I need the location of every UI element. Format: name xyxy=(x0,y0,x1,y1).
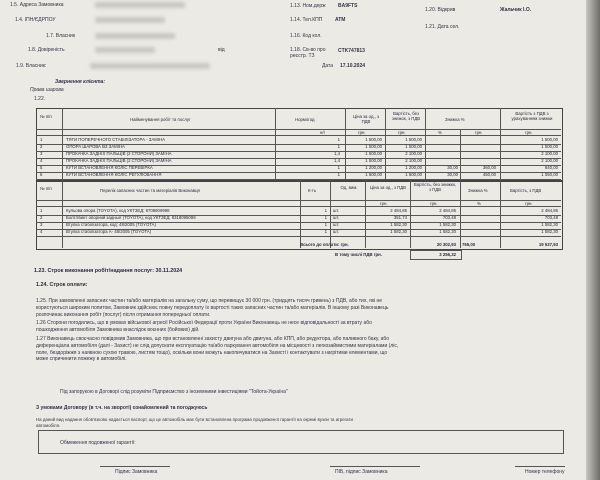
parts-sub-percent: % xyxy=(477,201,481,206)
tax-id-label: 1.4. ІПН/ЄДРПОУ xyxy=(15,17,56,23)
clause-1-27: 1.27 Виконавець своєчасно повідомив Замовника, що при встановленні захисту двигуна або двигуна, або КПП, або редуктора, або паливного баку, або диференціала автомобіля (далі - Захист) не слід допускати експлуатацію та/або паркування автомобіля на місцевості з легкозаймистими матеріалами (ліс, поле, бездоріжжя з наявною сухою травою, листям тощо), оскільки вони можуть накопичуватися на Захисті і контактувати з нагрітими елементами, що може спричинити пожежу в автомобілі. xyxy=(36,336,399,363)
parts-row-cell: Кульова опора (TOYOTA), код УКТЗЕД: 8708809998 xyxy=(66,208,170,213)
code-label: 1.16. Код кол. xyxy=(290,33,322,39)
client-request-title: Звернення клієнта: xyxy=(55,79,106,85)
address-label: 1.5. Адреса Замовника xyxy=(10,2,64,8)
parts-row-cell: 1 xyxy=(40,208,43,213)
opened-by-value: Жальчик І.О. xyxy=(500,7,532,13)
parts-row-cell: 4 xyxy=(40,229,43,234)
parts-header-qty: К-ть xyxy=(308,188,317,193)
signature-label: Підпис Замовника xyxy=(115,469,158,475)
parts-row-cell: 1 582,30 xyxy=(541,222,558,227)
parts-row-cell: 1 xyxy=(324,208,327,213)
works-row-cell: 2 100,00 xyxy=(405,158,422,163)
final-value: 19 537,93 xyxy=(538,242,558,247)
works-row-cell: ОПОРА ШАРОВА ВЗ ЗАМІНА xyxy=(66,144,125,149)
parts-row-cell: 1 582,30 xyxy=(439,222,456,227)
works-header-discount: Знижка % xyxy=(445,117,465,122)
works-row-cell: 1 500,00 xyxy=(405,137,422,142)
agreement-line: З умовами Договору (в т.ч. на звороті) ознайомлений та погоджуюсь xyxy=(36,405,208,411)
works-row-cell: 4 xyxy=(40,158,43,163)
parts-header-discount: Знижка % xyxy=(468,188,488,193)
works-row-cell: 30,00 xyxy=(447,172,458,177)
total-value: 20 302,93 xyxy=(436,242,456,247)
works-row-cell: 1 500,00 xyxy=(365,172,382,177)
parts-header-cost: Вартість, без знижки, з ПДВ xyxy=(413,182,457,192)
parts-row-cell: 703,48 xyxy=(442,215,456,220)
parts-sub-currency: грн. xyxy=(525,201,533,206)
sale-date-label: 1.21. Дата сел. xyxy=(425,24,460,30)
parts-row-cell: 2 xyxy=(40,215,43,220)
works-row-cell: 30,00 xyxy=(447,165,458,170)
works-header-name: Найменування робіт та послуг xyxy=(130,117,191,122)
parts-header-unit: Од. вим. xyxy=(340,185,358,190)
parts-row-cell: 3 xyxy=(40,222,43,227)
parts-row-cell: 1 xyxy=(324,222,327,227)
works-header-num: № п/п xyxy=(40,114,52,119)
guarantor-note: Під запорукою в Договорі слід розуміти Підприємство з іноземними інвестиціями "Тойота-Україна" xyxy=(60,389,288,395)
works-header-hours: Нормогод xyxy=(295,117,315,122)
redacted-field xyxy=(90,63,210,69)
parts-row-cell: Втулка стабілізатора А- 48/2005 (TOYOTA) xyxy=(66,229,152,234)
deadline: 1.23. Строк виконання робіт/надання послуг: 30.11.2024 xyxy=(34,268,183,274)
works-sub-currency: грн. xyxy=(398,130,406,135)
works-row-cell: 450,00 xyxy=(482,172,496,177)
owner-label: 1.7. Власник xyxy=(46,33,76,39)
works-sub-percent: % xyxy=(438,130,442,135)
works-row-cell: 6 xyxy=(40,172,43,177)
works-row-cell: 1 500,00 xyxy=(541,144,558,149)
owner2-label: 1.9. Власник: xyxy=(16,63,47,69)
works-header-price: Ціна за од., з ПДВ xyxy=(353,114,379,124)
works-row-cell: 2 100,00 xyxy=(541,158,558,163)
works-row-cell: 1 500,00 xyxy=(365,151,382,156)
parts-header-num: № п/п xyxy=(40,186,52,191)
opened-by-label: 1.20. Відкрив xyxy=(425,7,456,13)
parts-row-cell: 351,74 xyxy=(393,215,407,220)
parts-row-cell: шт. xyxy=(333,222,340,227)
redacted-field xyxy=(95,2,185,8)
works-row-cell: ПРОКАЧКА ЗАДНІХ ПАЛЬЦІВ (2 СТОРОНИ) ЗАМІНА xyxy=(66,158,172,163)
total-label: Всього до оплати: грн. xyxy=(300,242,349,247)
parts-row-cell: 1 582,30 xyxy=(439,229,456,234)
works-row-cell: 1 500,00 xyxy=(365,158,382,163)
parts-row-cell: шт. xyxy=(333,229,340,234)
discount-total: 765,00 xyxy=(462,242,476,247)
works-row-cell: 1 xyxy=(337,172,340,177)
works-row-cell: 1 050,00 xyxy=(541,172,558,177)
parts-sub-currency: грн. xyxy=(380,201,388,206)
warranty-note: На даний вид надання обов'язково надається паспорт, що це автомобіль має бути встановлена програма продовженої гарантії на окремі вузли та агрегати автомобіля. xyxy=(36,417,353,428)
parts-row-cell: 2 484,85 xyxy=(439,208,456,213)
redacted-field xyxy=(95,17,165,23)
works-row-cell: КУТИ ВСТАНОВЛЕННЯ КОЛІС ПЕРЕВІРКА xyxy=(66,165,153,170)
works-row-cell: 1 xyxy=(40,137,43,142)
works-row-cell: 840,00 xyxy=(544,165,558,170)
redacted-field xyxy=(95,47,155,53)
date-from-label: від xyxy=(218,47,225,53)
signature-name-label: ПІБ, підпис Замовника xyxy=(335,469,388,475)
parts-row-cell: 1 582,30 xyxy=(390,229,407,234)
photo-edge xyxy=(586,0,600,480)
phone-label: Номер телефону xyxy=(525,469,565,475)
warranty-box-label: Обмеження подовженої гарантії: xyxy=(60,440,136,446)
works-row-cell: 3 xyxy=(40,151,43,156)
client-request-number: 1.22. xyxy=(34,96,46,102)
works-row-cell: 1 500,00 xyxy=(541,137,558,142)
works-sub-unit: н/г xyxy=(320,130,326,135)
works-row-cell: 2 100,00 xyxy=(405,151,422,156)
reg-value: BA9FTS xyxy=(338,3,358,9)
works-row-cell: 1 500,00 xyxy=(365,144,382,149)
gearbox-value: ATM xyxy=(335,17,346,23)
works-row-cell: 1 500,00 xyxy=(405,172,422,177)
parts-row-cell: 703,48 xyxy=(544,215,558,220)
works-row-cell: 2 xyxy=(40,144,43,149)
works-sub-currency: грн. xyxy=(525,130,533,135)
parts-row-cell: шт. xyxy=(333,208,340,213)
works-row-cell: ТЯГИ ПОПЕРЕЧНОГО СТАБІЛІЗАТОРА - ЗАМІНА xyxy=(66,137,165,142)
vat-value: 3 256,32 xyxy=(439,252,456,257)
works-row-cell: 1 500,00 xyxy=(365,137,382,142)
works-row-cell: 1 200,00 xyxy=(405,165,422,170)
works-row-cell: 1 xyxy=(337,144,340,149)
gearbox-label: 1.14. Тел.КПП xyxy=(290,17,323,23)
parts-row-cell: 2 484,85 xyxy=(390,208,407,213)
works-row-cell: 1 xyxy=(337,137,340,142)
works-header-total: Вартість з ПДВ з урахуванням знижки xyxy=(511,111,553,121)
parts-row-cell: 1 582,30 xyxy=(541,229,558,234)
parts-row-cell: 1 582,30 xyxy=(390,222,407,227)
parts-row-cell: Втулка стабілізатора, код: 48/2005 (TOYOTA) xyxy=(66,222,156,227)
redacted-field xyxy=(95,33,175,39)
works-row-cell: 1 200,00 xyxy=(365,165,382,170)
parts-sub-currency: грн. xyxy=(430,201,438,206)
works-row-cell: 360,00 xyxy=(482,165,496,170)
works-row-cell: КУТИ ВСТАНОВЛЕННЯ КОЛІС РЕГУЛЮВАННЯ xyxy=(66,172,162,177)
power-of-attorney-label: 1.8. Довіреність xyxy=(28,47,65,53)
date-label: Дата xyxy=(322,63,334,69)
works-row-cell: ПРОКАЧКА ЗАДНІХ ПАЛЬЦІВ (2 СТОРОНИ) ЗАМІНА xyxy=(66,151,172,156)
parts-row-cell: 1 xyxy=(324,215,327,220)
cert-label: 1.18. Св-во про реєстр. ТЗ xyxy=(290,47,326,59)
parts-row-cell: шт. xyxy=(333,215,340,220)
vat-label: В тому числі ПДВ грн. xyxy=(335,252,382,257)
works-row-cell: 1 500,00 xyxy=(405,144,422,149)
parts-header-total: Вартість, з ПДВ xyxy=(510,188,542,193)
parts-row-cell: 1 xyxy=(324,229,327,234)
parts-row-cell: 2 484,85 xyxy=(541,208,558,213)
works-row-cell: 5 xyxy=(40,165,43,170)
parts-header-name: Перелік запасних частин та матеріалів Виконавця xyxy=(100,188,200,193)
works-sub-currency: грн. xyxy=(475,130,483,135)
cert-value: CTK747813 xyxy=(338,48,365,54)
parts-row-cell: Болт/гвинт опорний задньої (TOYOTA), код УКТЗЕД: 8318095099 xyxy=(66,215,196,220)
works-row-cell: 1 xyxy=(337,165,340,170)
works-row-cell: 1,4 xyxy=(334,158,340,163)
works-sub-currency: грн. xyxy=(358,130,366,135)
works-header-cost: Вартість, без знижок, з ПДВ xyxy=(391,111,421,121)
payment-term: 1.24. Строк оплати: xyxy=(36,282,88,288)
clause-1-26: 1.26 Сторони погодились, що в умовах військової агресії Російської Федерації проти України Виконавець не несе відповідальності за втрату або пошкодження автомобіля Замовника внаслідок воєнних (бойових) дій. xyxy=(36,320,372,333)
date-value: 17.10.2024 xyxy=(340,63,366,69)
client-request-line: Права шарова xyxy=(30,87,64,93)
works-row-cell: 1,4 xyxy=(334,151,340,156)
reg-label: 1.13. Ном.держ xyxy=(290,3,326,9)
clause-1-25: 1.25. При замовленні запасних частин та/або матеріалів на загальну суму, що перевищує 30 000 грн. (тридцять тисяч гривень) з ПДВ, або тих, які не користуються широким попитом, Замовник здійснює повну передоплату їх вартості таких запасних частин та/або матеріалів. В іншому разі Виконавець розпочинає виконання робіт (послуг) після отримання попередньої оплати. xyxy=(36,298,389,318)
works-row-cell: 2 100,00 xyxy=(541,151,558,156)
parts-header-price: Ціна за од., з ПДВ xyxy=(369,185,407,190)
